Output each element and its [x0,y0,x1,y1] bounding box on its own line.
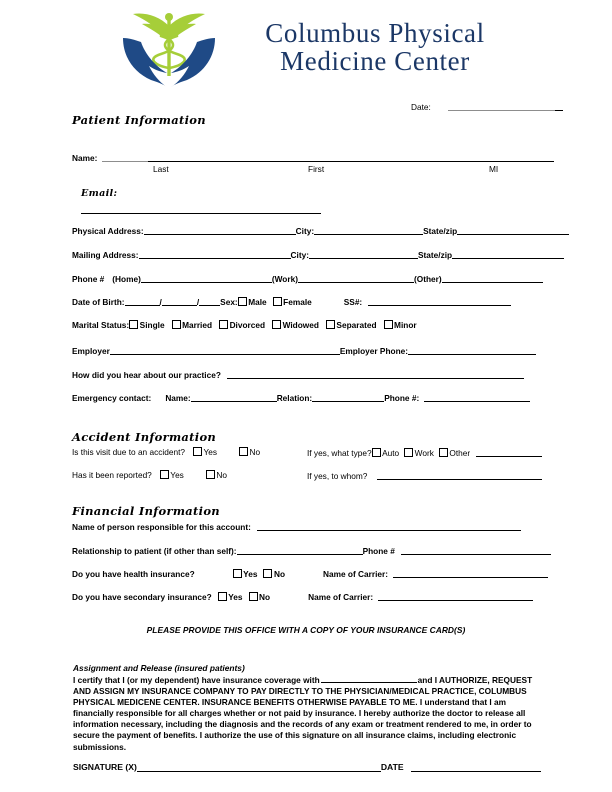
section-title-financial-information: Financial Information [72,504,220,518]
emergency-relation-input-line[interactable] [312,392,384,402]
referral-input-line[interactable] [227,369,524,379]
email-input-line[interactable] [81,213,321,214]
emergency-phone-label: Phone #: [384,392,420,403]
relationship-input-line[interactable] [237,545,363,555]
health-insurance-yes-checkbox[interactable] [233,569,242,578]
responsible-party-label: Name of person responsible for this account: [72,521,251,532]
marital-minor-label: Minor [394,319,417,330]
marital-status-label: Marital Status: [72,319,130,330]
responsible-party-input-line[interactable] [257,521,521,531]
health-carrier-label: Name of Carrier: [323,568,389,579]
section-title-accident-information: Accident Information [72,430,217,444]
secondary-carrier-input-line[interactable] [378,591,533,601]
secondary-insurance-label: Do you have secondary insurance? [72,591,212,602]
health-insurance-no-checkbox[interactable] [263,569,272,578]
accident-type-work-label: Work [414,447,434,458]
assignment-heading: Assignment and Release (insured patients) [73,663,245,673]
ssn-input-line[interactable] [368,296,511,306]
signature-date-input-line[interactable] [411,762,541,772]
mailing-address-label: Mailing Address: [72,249,139,260]
dob-slash-2: / [196,296,200,307]
mailing-address-row [72,249,564,259]
emergency-relation-label: Relation: [276,392,313,403]
marital-single-label: Single [139,319,165,330]
dob-year-input-line[interactable] [196,296,220,307]
assignment-text-part1: I certify that I (or my dependent) have insurance coverage with [73,675,320,685]
ssn-label: SS#: [343,296,363,307]
phone-home-input-line[interactable] [141,273,272,283]
sex-female-checkbox[interactable] [273,297,282,306]
accident-reported-row [72,470,227,479]
phone-work-label: (Work) [271,273,298,284]
employer-phone-input-line[interactable] [408,345,536,355]
health-insurance-no-label: No [273,568,286,579]
phone-other-label: (Other) [413,273,442,284]
accident-type-other-checkbox[interactable] [439,448,448,457]
mailing-statezip-input-line[interactable] [452,249,564,259]
employer-row [72,345,536,355]
marital-separated-label: Separated [336,319,377,330]
phone-home-label: (Home) [112,273,141,284]
physical-address-row [72,225,569,235]
responsible-party-row [72,521,521,531]
relationship-label: Relationship to patient (if other than self): [72,545,237,556]
sex-male-label: Male [248,296,267,307]
emergency-name-input-line[interactable] [191,392,277,402]
secondary-insurance-no-label: No [259,591,271,602]
mailing-address-input-line[interactable] [139,249,291,259]
phone-row [72,273,543,283]
referral-label: How did you hear about our practice? [72,369,221,380]
accident-no-label: No [249,446,261,457]
accident-whom-label: If yes, to whom? [307,470,368,481]
emergency-name-label: Name: [165,392,191,403]
name-sublabel-mi: MI [489,164,499,174]
marital-minor-checkbox[interactable] [384,320,393,329]
sex-female-label: Female [283,296,312,307]
marital-widowed-checkbox[interactable] [272,320,281,329]
employer-label: Employer [72,345,110,356]
date-field-row [411,101,563,111]
mailing-statezip-label: State/zip [417,249,453,260]
accident-question-row [72,447,260,456]
relationship-phone-input-line[interactable] [401,545,551,555]
accident-reported-yes-label: Yes [170,469,184,480]
assignment-body [73,674,541,753]
physical-address-input-line[interactable] [144,225,296,235]
accident-type-work-checkbox[interactable] [404,448,413,457]
name-input-line-start[interactable] [102,152,148,162]
health-carrier-input-line[interactable] [393,568,548,578]
health-insurance-row [72,568,548,578]
dob-slash-1: / [159,296,162,307]
dob-label: Date of Birth: [72,296,125,307]
secondary-insurance-row [72,591,533,601]
accident-type-auto-label: Auto [382,447,400,458]
secondary-insurance-yes-label: Yes [228,591,243,602]
date-input-line-end[interactable] [555,101,563,111]
secondary-insurance-no-checkbox[interactable] [249,592,258,601]
dob-sex-ssn-row [72,296,511,306]
name-label: Name: [72,152,98,163]
insurance-carrier-blank[interactable] [321,674,417,683]
employer-input-line[interactable] [110,345,340,355]
caduceus-in-hands-logo [115,8,223,92]
accident-type-other-label: Other [449,447,471,458]
secondary-carrier-label: Name of Carrier: [308,591,374,602]
accident-type-row [307,447,542,457]
physical-address-label: Physical Address: [72,225,144,236]
accident-yes-checkbox[interactable] [193,447,202,456]
physical-statezip-input-line[interactable] [457,225,569,235]
accident-reported-no-checkbox[interactable] [206,470,215,479]
secondary-insurance-yes-checkbox[interactable] [218,592,227,601]
accident-reported-yes-checkbox[interactable] [160,470,169,479]
phone-label: Phone # [72,273,105,284]
sex-male-checkbox[interactable] [238,297,247,306]
relationship-phone-label: Phone # [362,545,395,556]
name-row [72,152,554,162]
accident-whom-input-line[interactable] [377,470,542,480]
phone-other-input-line[interactable] [442,273,543,283]
date-input-line[interactable] [448,101,555,111]
emergency-contact-row [72,392,530,402]
emergency-contact-label: Emergency contact: [72,392,152,403]
date-label: Date: [411,101,431,112]
marital-status-row [72,320,417,329]
accident-no-checkbox[interactable] [239,447,248,456]
section-title-patient-information: Patient Information [72,113,206,127]
brand-wordmark [225,20,525,75]
phone-work-input-line[interactable] [298,273,414,283]
signature-input-line[interactable] [137,762,381,772]
accident-reported-label: Has it been reported? [72,469,152,480]
name-sublabel-first: First [308,164,325,174]
marital-widowed-label: Widowed [282,319,319,330]
mailing-city-input-line[interactable] [309,249,418,259]
accident-whom-row [307,470,542,480]
accident-type-other-input-line[interactable] [476,447,542,457]
brand-line-2: Medicine Center [280,45,470,76]
employer-phone-label: Employer Phone: [339,345,409,356]
signature-date-label: DATE [380,762,404,772]
name-input-line[interactable] [148,152,554,162]
accident-question-label: Is this visit due to an accident? [72,446,185,457]
marital-divorced-checkbox[interactable] [219,320,228,329]
brand-line-1: Columbus Physical [265,18,485,48]
dob-day-input-line[interactable] [159,296,200,307]
accident-type-label: If yes, what type? [307,447,372,458]
accident-yes-label: Yes [203,446,218,457]
accident-type-auto-checkbox[interactable] [372,448,381,457]
mailing-city-label: City: [290,249,309,260]
page-header [0,0,612,98]
sex-label: Sex: [220,296,238,307]
relationship-row [72,545,551,555]
accident-reported-no-label: No [216,469,227,480]
health-insurance-yes-label: Yes [243,568,258,579]
dob-month-input-line[interactable] [125,296,160,306]
assignment-text-part2: and I AUTHORIZE, REQUEST AND ASSIGN MY INSURANCE COMPANY TO PAY DIRECTLY TO THE PHYSICIAN/MEDICAL PRACTICE, COLUMBUS PHYSICAL MEDICENE CENTER. INSURANCE BENEFITS OTHERWISE PAYABLE TO ME. I understand that I am financially responsible for all charges whether or not paid by insurance. I hereby authorize the doctor to release all information necessary, including the diagnosis and the records of any exam or treatment rendered to me, in order to secure the payment of benefits. I authorize the use of this signature on all insurance claims, including electronic submissions. [73,675,533,752]
marital-married-label: Married [182,319,213,330]
marital-divorced-label: Divorced [229,319,266,330]
signature-label: SIGNATURE (X) [73,762,137,772]
physical-statezip-label: State/zip [423,225,458,236]
emergency-phone-input-line[interactable] [424,392,530,402]
insurance-card-notice: PLEASE PROVIDE THIS OFFICE WITH A COPY OF YOUR INSURANCE CARD(S) [146,625,466,635]
marital-single-checkbox[interactable] [129,320,138,329]
email-label: Email: [81,188,118,199]
name-sublabel-last: Last [153,164,169,174]
health-insurance-label: Do you have health insurance? [72,568,195,579]
marital-married-checkbox[interactable] [172,320,181,329]
physical-city-label: City: [295,225,315,236]
marital-separated-checkbox[interactable] [326,320,335,329]
physical-city-input-line[interactable] [314,225,423,235]
referral-row [72,369,524,379]
signature-row [73,762,541,772]
